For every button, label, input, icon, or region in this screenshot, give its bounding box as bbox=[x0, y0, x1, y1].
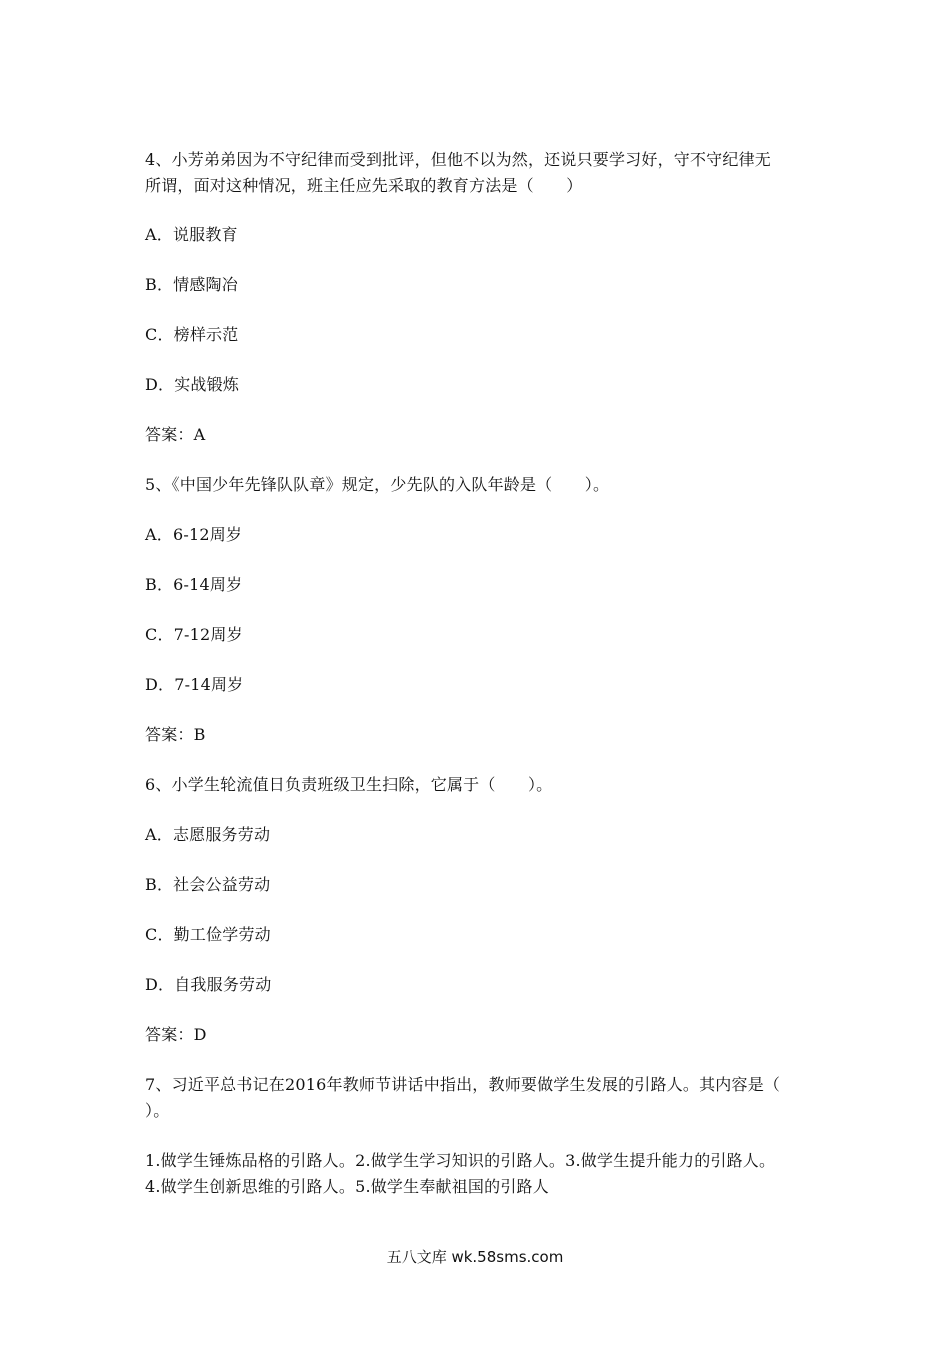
question-6-stem: 6、小学生轮流值日负责班级卫生扫除，它属于（ ）。 bbox=[145, 775, 553, 794]
question-4-option-a: A．说服教育 bbox=[145, 225, 238, 244]
question-6-answer: 答案：D bbox=[145, 1025, 207, 1044]
question-5-option-b: B．6-14周岁 bbox=[145, 575, 243, 594]
question-5-option-c: C．7-12周岁 bbox=[145, 625, 243, 644]
question-7-item-line-2: 4.做学生创新思维的引路人。5.做学生奉献祖国的引路人 bbox=[145, 1177, 549, 1196]
question-6-option-b: B．社会公益劳动 bbox=[145, 875, 271, 894]
question-4-option-d: D．实战锻炼 bbox=[145, 375, 240, 394]
question-4-answer: 答案：A bbox=[145, 425, 206, 444]
question-6-option-a: A．志愿服务劳动 bbox=[145, 825, 271, 844]
question-5-option-d: D．7-14周岁 bbox=[145, 675, 244, 694]
page-footer: 五八文库 wk.58sms.com bbox=[386, 1248, 564, 1266]
question-7-item-line-1: 1.做学生锤炼品格的引路人。2.做学生学习知识的引路人。3.做学生提升能力的引路人。 bbox=[145, 1151, 776, 1170]
question-4-stem-line-1: 4、小芳弟弟因为不守纪律而受到批评，但他不以为然，还说只要学习好，守不守纪律无 bbox=[145, 150, 771, 169]
question-5-stem: 5、《中国少年先锋队队章》规定，少先队的入队年龄是（ ）。 bbox=[145, 475, 610, 494]
question-5-answer: 答案：B bbox=[145, 725, 206, 744]
question-6-option-c: C．勤工俭学劳动 bbox=[145, 925, 271, 944]
question-6-option-d: D．自我服务劳动 bbox=[145, 975, 272, 994]
question-4-option-b: B．情感陶冶 bbox=[145, 275, 238, 294]
question-5-option-a: A．6-12周岁 bbox=[145, 525, 243, 544]
question-7-stem-line-1: 7、习近平总书记在2016年教师节讲话中指出，教师要做学生发展的引路人。其内容是（ bbox=[145, 1075, 781, 1094]
question-7-stem-line-2: ）。 bbox=[145, 1101, 170, 1120]
question-4-stem-line-2: 所谓，面对这种情况，班主任应先采取的教育方法是（ ） bbox=[145, 176, 583, 195]
question-4-option-c: C．榜样示范 bbox=[145, 325, 239, 344]
